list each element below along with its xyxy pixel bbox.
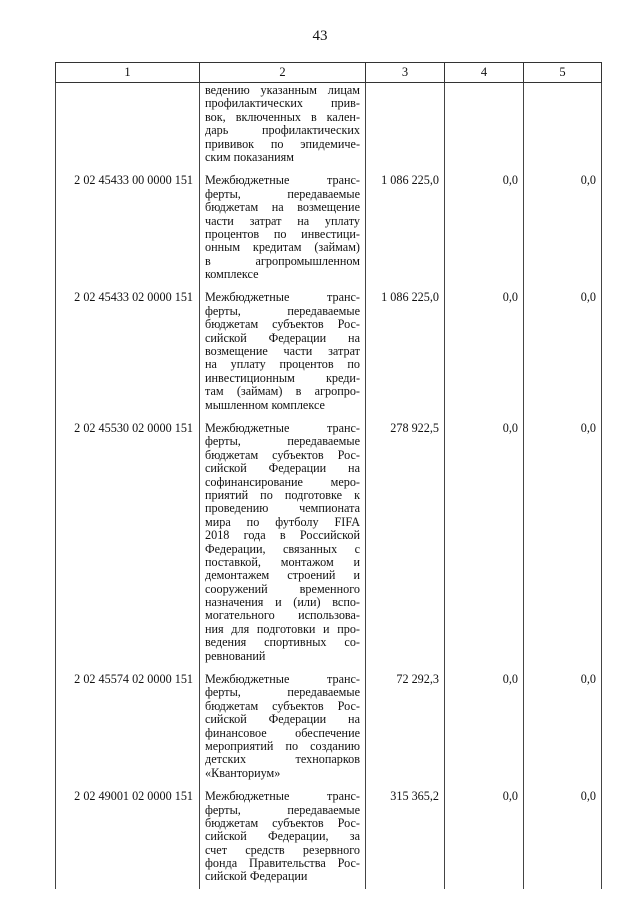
description-line: бюджетам субъектов Рос- <box>205 447 360 462</box>
description-line: назначения и (или) вспо- <box>205 595 360 610</box>
amount-cell-col4: 0,0 <box>445 668 524 785</box>
description-line: мышленном комплексе <box>205 397 325 412</box>
description-line: инвестиционным креди- <box>205 370 360 385</box>
description-line: приятий по подготовке к <box>205 487 360 502</box>
column-header-1: 1 <box>56 63 200 83</box>
description-line: сийской Федерации на <box>205 330 360 345</box>
table-row <box>56 286 602 417</box>
description-line: ферты, передаваемые <box>205 303 360 318</box>
description-line: ведению указанным лицам <box>205 83 360 97</box>
amount-cell-col5: 0,0 <box>524 785 602 889</box>
description-line: ведения спортивных со- <box>205 635 360 650</box>
description-line: ским показаниям <box>205 149 294 164</box>
description-line: Межбюджетные транс- <box>205 789 360 804</box>
amount-cell-col5: 0,0 <box>524 286 602 417</box>
column-header-3: 3 <box>366 63 445 83</box>
description-cell <box>200 668 366 785</box>
description-cell <box>200 83 366 170</box>
description-line: там (займам) в агропро- <box>205 384 360 399</box>
description-line: демонтажем строений и <box>205 568 360 583</box>
amount-cell-col4: 0,0 <box>445 286 524 417</box>
amount-cell-col5: 0,0 <box>524 668 602 785</box>
column-header-4: 4 <box>445 63 524 83</box>
amount-cell-col5: 0,0 <box>524 169 602 286</box>
description-line: софинансирование меро- <box>205 474 360 489</box>
description-line: бюджетам на возмещение <box>205 200 360 215</box>
amount-cell-col5 <box>524 83 602 170</box>
table-row <box>56 169 602 286</box>
description-line: Межбюджетные транс- <box>205 290 360 305</box>
amount-cell-col3: 72 292,3 <box>366 668 445 785</box>
description-line: ния для подготовки и про- <box>205 621 360 636</box>
description-line: профилактических прив- <box>205 96 360 111</box>
description-line: прививок по эпидемиче- <box>205 136 360 151</box>
table-row <box>56 668 602 785</box>
description-line: онным кредитам (займам) <box>205 240 360 255</box>
amount-cell-col5: 0,0 <box>524 417 602 668</box>
table-row <box>56 785 602 889</box>
table-row <box>56 83 602 170</box>
description-line: сийской Федерации, за <box>205 829 360 844</box>
description-line: Межбюджетные транс- <box>205 173 360 188</box>
description-line: комплексе <box>205 267 259 282</box>
description-line: сийской Федерации <box>205 869 308 884</box>
budget-code-cell: 2 02 45574 02 0000 151 <box>56 668 200 785</box>
table-body <box>56 83 602 889</box>
description-line: детских технопарков <box>205 752 360 767</box>
description-line: финансовое обеспечение <box>205 725 360 740</box>
description-line: Федерации, связанных с <box>205 541 360 556</box>
description-line: проведению чемпионата <box>205 501 360 516</box>
description-line: ферты, передаваемые <box>205 685 360 700</box>
description-line: дарь профилактических <box>205 123 360 138</box>
description-line: ферты, передаваемые <box>205 186 360 201</box>
amount-cell-col3: 278 922,5 <box>366 417 445 668</box>
description-line: части затрат на уплату <box>205 213 360 228</box>
amount-cell-col4 <box>445 83 524 170</box>
amount-cell-col4: 0,0 <box>445 169 524 286</box>
description-line: счет средств резервного <box>205 842 360 857</box>
budget-code-cell <box>56 83 200 170</box>
description-line: мероприятий по созданию <box>205 738 360 753</box>
description-cell <box>200 417 366 668</box>
budget-code-cell: 2 02 45433 02 0000 151 <box>56 286 200 417</box>
budget-code-cell: 2 02 45530 02 0000 151 <box>56 417 200 668</box>
description-line: бюджетам субъектов Рос- <box>205 815 360 830</box>
column-header-5: 5 <box>524 63 602 83</box>
amount-cell-col4: 0,0 <box>445 785 524 889</box>
column-header-2: 2 <box>200 63 366 83</box>
description-line: вок, включенных в кален- <box>205 109 360 124</box>
budget-code-cell: 2 02 49001 02 0000 151 <box>56 785 200 889</box>
description-cell <box>200 286 366 417</box>
description-line: 2018 года в Российской <box>205 528 360 543</box>
amount-cell-col3: 315 365,2 <box>366 785 445 889</box>
description-line: на уплату процентов по <box>205 357 360 372</box>
description-line: могательного использова- <box>205 608 360 623</box>
amount-cell-col3 <box>366 83 445 170</box>
amount-cell-col4: 0,0 <box>445 417 524 668</box>
budget-table <box>55 62 602 889</box>
description-line: ревнований <box>205 648 266 663</box>
description-line: «Кванториум» <box>205 765 281 780</box>
description-line: ферты, передаваемые <box>205 802 360 817</box>
page-number: 43 <box>312 28 328 44</box>
table-row <box>56 417 602 668</box>
description-line: бюджетам субъектов Рос- <box>205 317 360 332</box>
description-line: сийской Федерации на <box>205 461 360 476</box>
description-cell <box>200 785 366 889</box>
description-line: в агропромышленном <box>205 253 360 268</box>
amount-cell-col3: 1 086 225,0 <box>366 286 445 417</box>
description-line: фонда Правительства Рос- <box>205 856 360 871</box>
table-header-row <box>56 63 602 83</box>
description-line: Межбюджетные транс- <box>205 672 360 687</box>
description-line: ферты, передаваемые <box>205 434 360 449</box>
description-line: Межбюджетные транс- <box>205 420 360 435</box>
description-line: поставкой, монтажом и <box>205 554 360 569</box>
description-cell <box>200 169 366 286</box>
description-line: возмещение части затрат <box>205 344 360 359</box>
description-line: мира по футболу FIFA <box>205 514 360 529</box>
budget-code-cell: 2 02 45433 00 0000 151 <box>56 169 200 286</box>
description-line: бюджетам субъектов Рос- <box>205 698 360 713</box>
description-line: сийской Федерации на <box>205 712 360 727</box>
amount-cell-col3: 1 086 225,0 <box>366 169 445 286</box>
description-line: процентов по инвестици- <box>205 226 360 241</box>
description-line: сооружений временного <box>205 581 360 596</box>
